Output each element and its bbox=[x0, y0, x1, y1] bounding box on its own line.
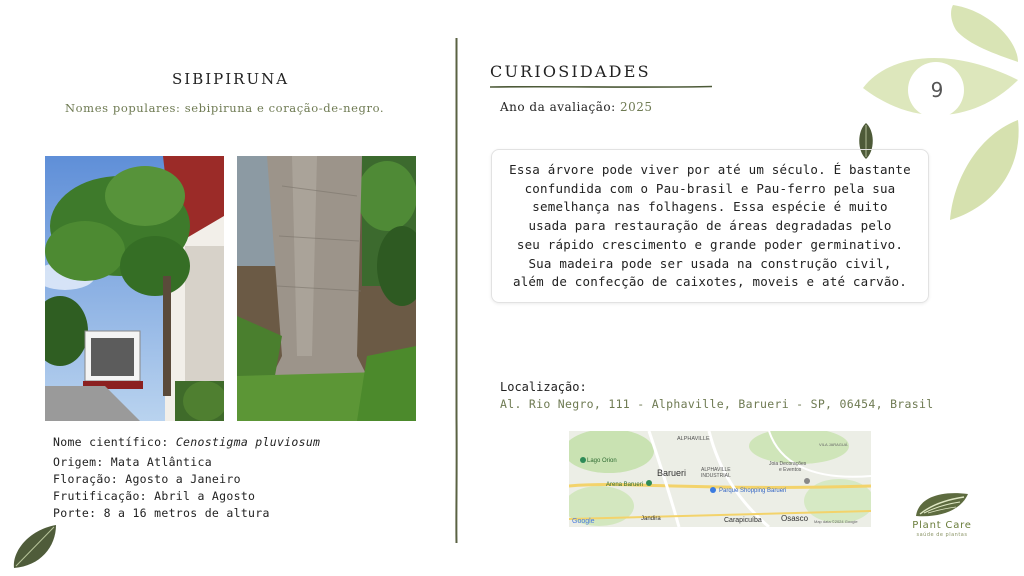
leaf-shape bbox=[951, 5, 1018, 62]
map-label-eventos: e Eventos bbox=[779, 467, 802, 473]
species-facts bbox=[53, 434, 320, 522]
brand-name: Plant Care bbox=[912, 520, 972, 531]
scientific-name-label: Nome científico: bbox=[53, 435, 176, 449]
curiosity-line: além de confecção de caixotes, moveis e até carvão. bbox=[512, 274, 907, 290]
vertical-divider bbox=[455, 38, 458, 543]
map-label-joia: Joia Decorações bbox=[769, 461, 807, 467]
title-underline bbox=[490, 85, 712, 89]
evaluation-year bbox=[500, 100, 653, 114]
map-label-alphaville-industrial: ALPHAVILLE bbox=[701, 467, 731, 473]
curiosity-line: confundida com o Pau-brasil e Pau-ferro pela sua bbox=[524, 180, 896, 196]
map-label-osasco: Osasco bbox=[781, 514, 809, 523]
popular-names: Nomes populares: sebipiruna e coração-de-negro. bbox=[65, 101, 385, 115]
scientific-name-value: Cenostigma pluviosum bbox=[175, 435, 321, 449]
origin-row: Origem: Mata Atlântica bbox=[53, 455, 212, 469]
map-label-parque: Parque Shopping Barueri bbox=[719, 488, 787, 494]
map-pin-icon bbox=[804, 478, 810, 484]
map-pin-icon bbox=[646, 480, 652, 486]
map-copyright: Map data ©2024 Google bbox=[814, 519, 858, 524]
curiosity-line: seu rápido crescimento e grande poder germinativo. bbox=[516, 236, 904, 252]
map-pin-icon bbox=[710, 487, 716, 493]
map-label-alphaville: ALPHAVILLE bbox=[677, 436, 710, 442]
scientific-name-row bbox=[53, 434, 320, 451]
flowering-row: Floração: Agosto a Janeiro bbox=[53, 472, 241, 486]
map-google-logo: Google bbox=[572, 518, 595, 525]
page-number: 9 bbox=[930, 78, 944, 102]
leaf-shape bbox=[950, 120, 1019, 220]
curiosity-line: Essa árvore pode viver por até um século. É bastante bbox=[509, 162, 911, 177]
evaluation-year-label: Ano da avaliação: bbox=[500, 100, 620, 114]
map-label-barueri: Barueri bbox=[657, 468, 687, 478]
map-label-jandira: Jandira bbox=[641, 516, 661, 522]
map-label-carapicuiba: Carapicuíba bbox=[724, 517, 762, 524]
location-map[interactable] bbox=[569, 431, 871, 527]
curiosity-line: semelhança nas folhagens. Essa espécie é muito bbox=[532, 199, 888, 215]
tree-photo-trunk bbox=[237, 156, 416, 421]
plant-care-logo-icon bbox=[914, 488, 970, 518]
decorative-leaf-bottom-left bbox=[10, 522, 60, 570]
location-address: Al. Rio Negro, 111 - Alphaville, Barueri - SP, 06454, Brasil bbox=[500, 397, 934, 411]
location-label: Localização: bbox=[500, 380, 587, 394]
map-label-lago: Lago Orion bbox=[587, 458, 617, 464]
evaluation-year-value: 2025 bbox=[619, 100, 653, 114]
map-label-industrial: INDUSTRIAL bbox=[701, 473, 731, 479]
curiosity-line: Sua madeira pode ser usada na construção civil, bbox=[528, 255, 892, 271]
curiosities-text bbox=[495, 161, 925, 292]
brand-tagline: saúde de plantas bbox=[916, 532, 968, 538]
map-label-arena: Arena Barueri bbox=[606, 482, 644, 488]
curiosities-title: CURIOSIDADES bbox=[490, 62, 651, 81]
curiosity-line: usada para restauração de áreas degradadas pelo bbox=[528, 218, 892, 234]
fruiting-row: Frutificação: Abril a Agosto bbox=[53, 489, 256, 503]
species-title: SIBIPIRUNA bbox=[172, 70, 290, 88]
map-pin-icon bbox=[580, 457, 586, 463]
map-label-vila-jaragua: VILA JARAGUÁ bbox=[819, 442, 848, 447]
tree-photo-canopy bbox=[45, 156, 224, 421]
size-row: Porte: 8 a 16 metros de altura bbox=[53, 506, 270, 520]
